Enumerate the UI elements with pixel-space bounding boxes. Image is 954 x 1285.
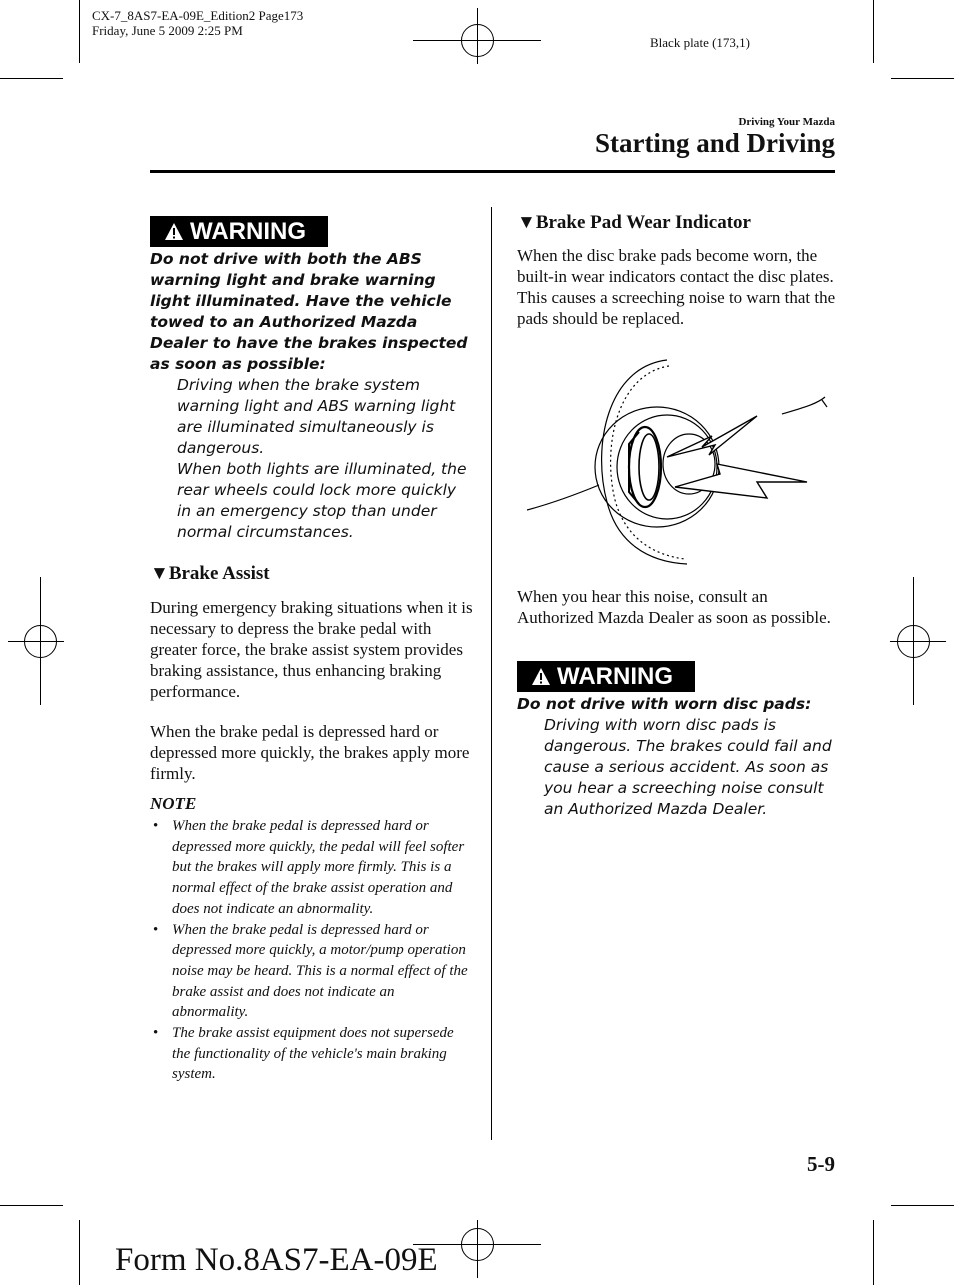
note-title: NOTE (150, 794, 197, 813)
warning-text-left (150, 249, 475, 543)
bullet-icon: • (153, 818, 159, 834)
pad-wear-heading (517, 212, 751, 234)
pad-wear-paragraph: When the disc brake pads become worn, the built-in wear indicators contact the disc plates. This causes a screeching noise to warn that the pads should be replaced. (517, 246, 836, 328)
triangle-down-icon: ▼ (150, 563, 169, 584)
note-item: • The brake assist equipment does not supersede the functionality of the vehicle's main braking system. (153, 1025, 454, 1083)
title-divider (150, 170, 835, 173)
warning-detail: Driving when the brake system warning light and ABS warning light are illuminated simultaneously is dangerous. (177, 376, 456, 457)
warning-triangle-icon (164, 222, 184, 242)
bullet-icon: • (153, 1025, 159, 1042)
warning-banner-left (150, 216, 328, 247)
triangle-down-icon: ▼ (517, 212, 536, 233)
note-item: • When the brake pedal is depressed hard or depressed more quickly, a motor/pump operation noise may be heard. This is a normal effect of the brake assist and does not indicate an abnormality. (153, 921, 468, 1021)
print-date: Friday, June 5 2009 2:25 PM (92, 23, 243, 38)
warning-label: WARNING (190, 217, 306, 245)
brake-disc-illustration (517, 352, 835, 566)
note-list (150, 816, 470, 1085)
heading-text: Brake Pad Wear Indicator (535, 212, 751, 233)
brake-assist-paragraph: During emergency braking situations when it is necessary to depress the brake pedal with greater force, the brake assist system provides braking assistance, thus enhancing braking performance. (150, 598, 473, 701)
brake-assist-heading (150, 563, 270, 585)
chapter-label: Driving Your Mazda (738, 116, 835, 128)
warning-label: WARNING (557, 662, 673, 690)
note-item: • When the brake pedal is depressed hard or depressed more quickly, the pedal will feel softer but the brakes will apply more firmly. This is a normal effect of the brake assist operation and does not indicate an abnormality. (153, 818, 465, 917)
brake-assist-paragraph: When the brake pedal is depressed hard or depressed more quickly, the brakes apply more firmly. (150, 722, 470, 783)
warning-banner-right (517, 661, 695, 692)
page-title: Starting and Driving (594, 128, 835, 158)
warning-text-right (517, 694, 842, 820)
plate-label: Black plate (173,1) (650, 35, 750, 50)
bullet-icon: • (153, 921, 159, 938)
print-file-name: CX-7_8AS7-EA-09E_Edition2 Page173 (92, 8, 304, 23)
page-number: 5-9 (807, 1152, 835, 1176)
warning-detail: Driving with worn disc pads is dangerous. The brakes could fail and cause a serious accident. As soon as you hear a screeching noise consult an Authorized Mazda Dealer. (544, 716, 832, 818)
warning-triangle-icon (531, 667, 551, 687)
print-metadata (92, 8, 303, 38)
warning-lead: Do not drive with both the ABS warning light and brake warning light illuminated. Have the vehicle towed to an Authorized Mazda Dealer to have the brakes inspected as soon as possible: (150, 250, 468, 373)
warning-lead: Do not drive with worn disc pads: (517, 695, 812, 713)
column-divider (491, 207, 492, 1140)
warning-detail: When both lights are illuminated, the rear wheels could lock more quickly in an emergency stop than under normal circumstances. (177, 460, 467, 541)
form-number: Form No.8AS7-EA-09E (115, 1242, 438, 1278)
pad-wear-paragraph: When you hear this noise, consult an Authorized Mazda Dealer as soon as possible. (517, 587, 831, 627)
heading-text: Brake Assist (168, 563, 270, 584)
